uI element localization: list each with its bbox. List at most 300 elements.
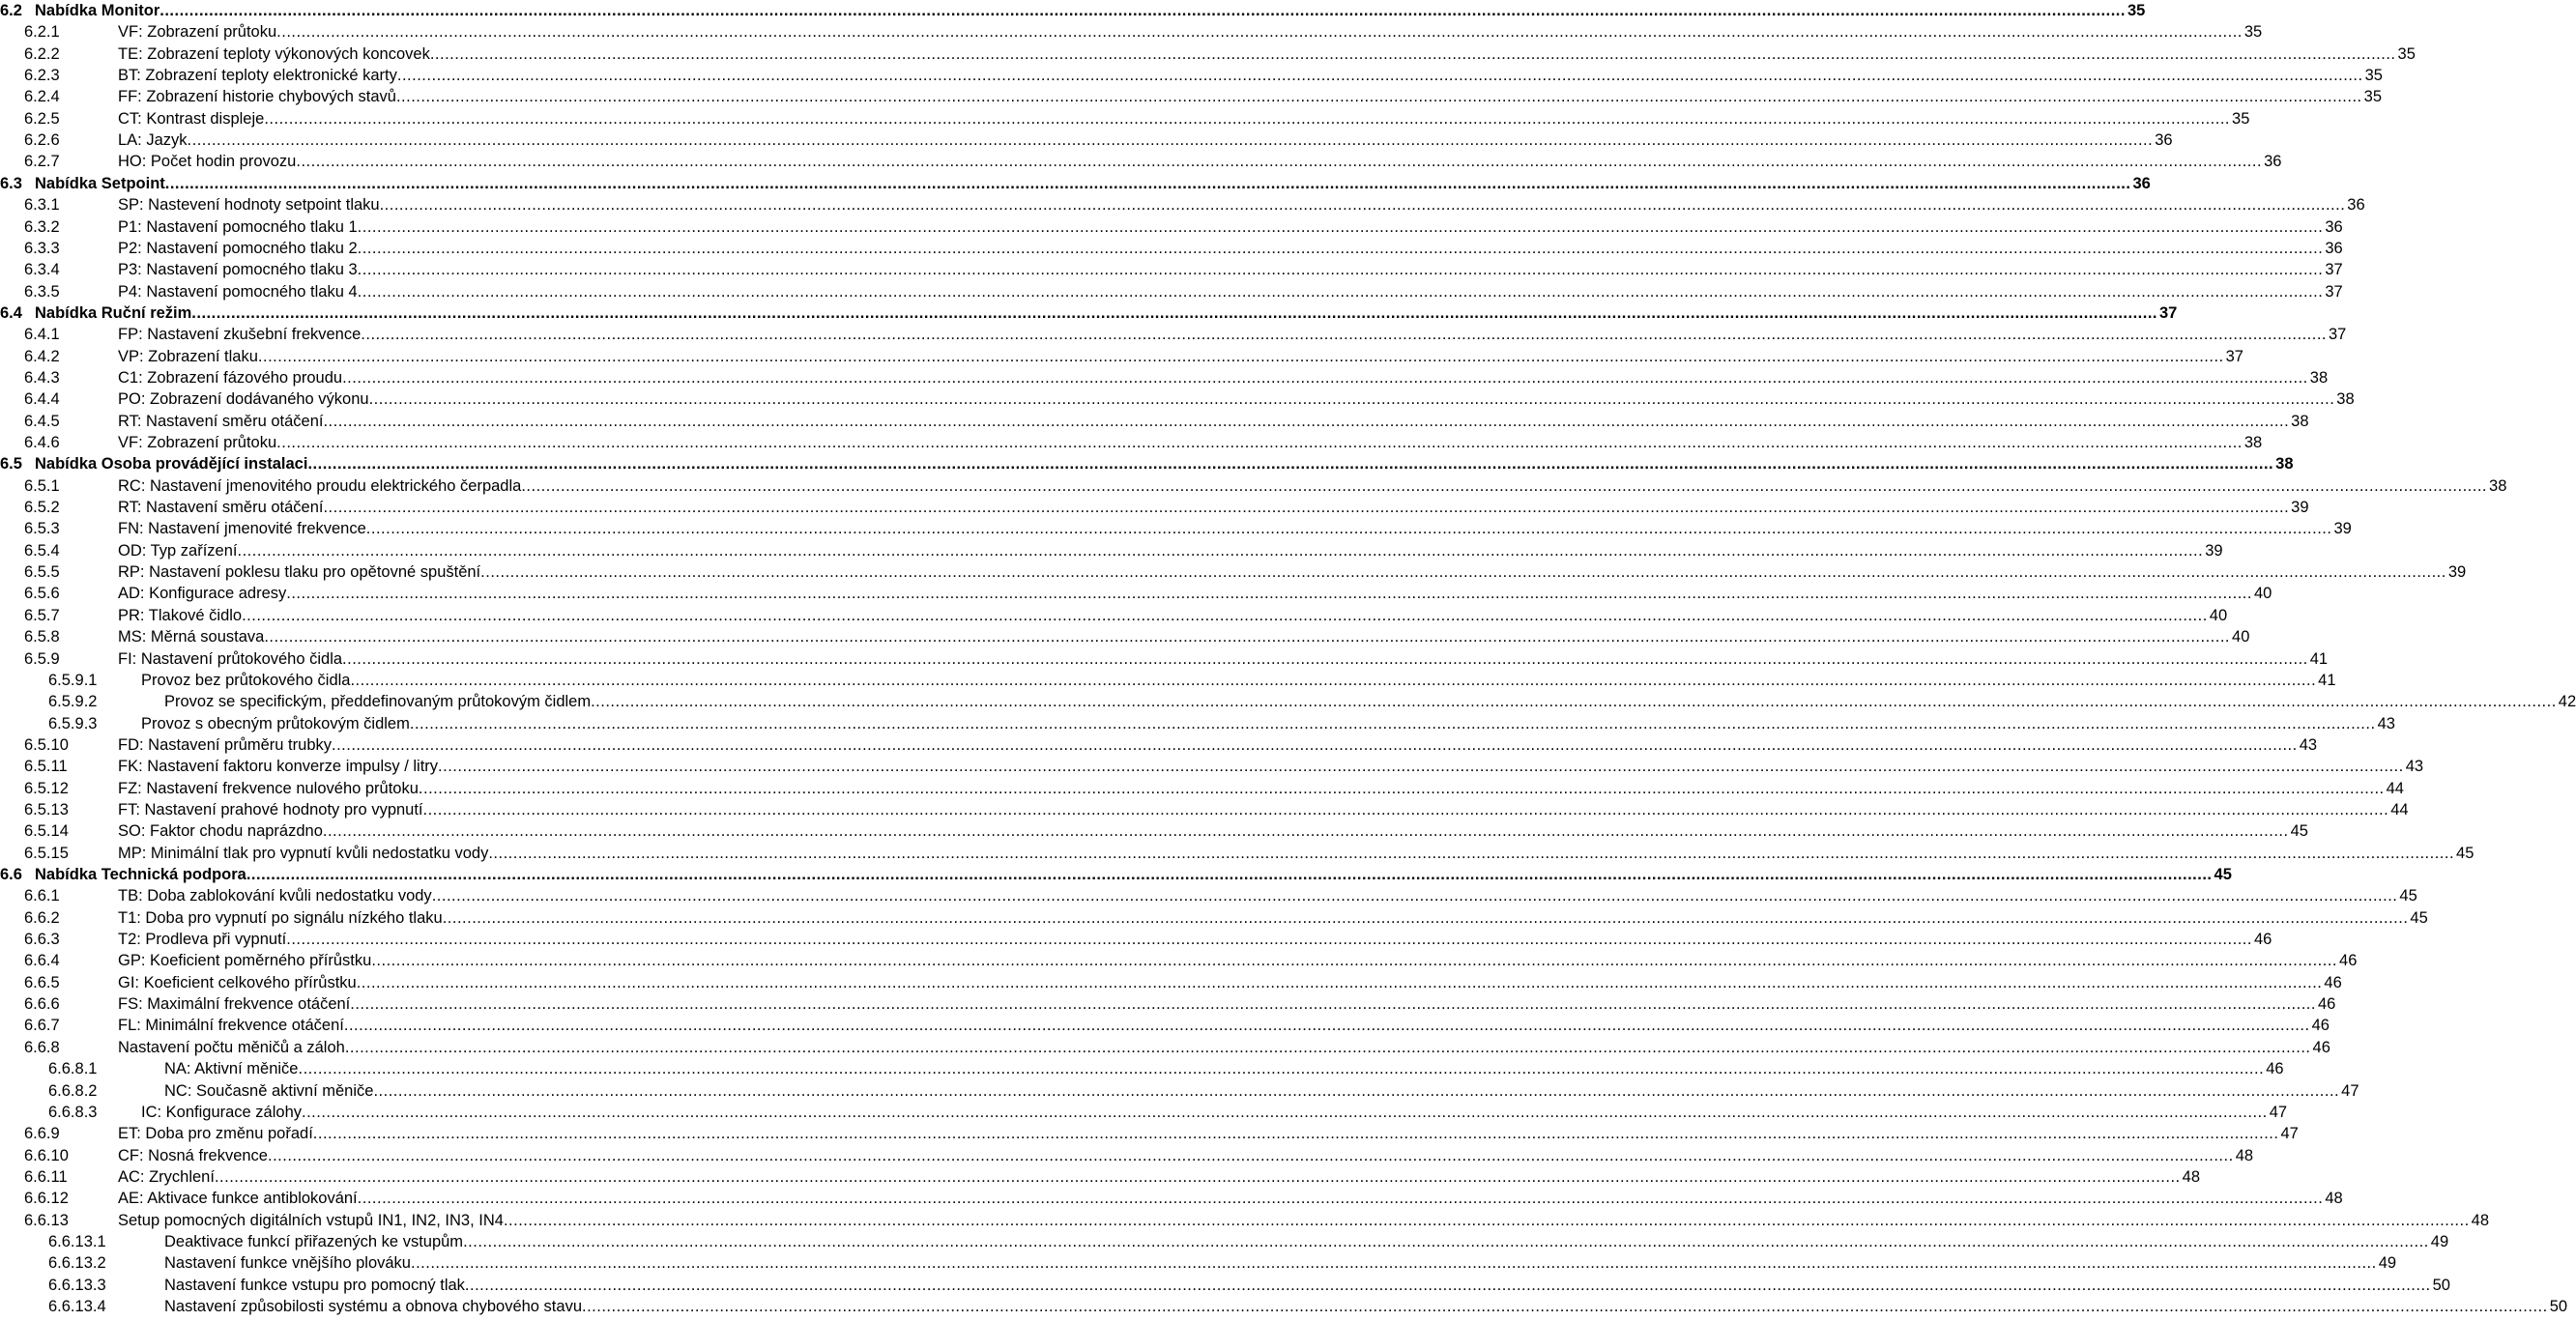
toc-entry-title: PR: Tlakové čidlo [118,606,243,624]
toc-entry-title: FT: Nastavení prahové hodnoty pro vypnutí [118,800,423,818]
toc-entry[interactable] [0,907,2428,929]
toc-entry-number: 6.4.2 [24,347,60,365]
toc-entry[interactable] [0,324,2347,345]
toc-entry-number: 6.4.4 [24,390,60,409]
toc-entry-title-line [118,281,2343,302]
toc-entry[interactable] [0,1275,2450,1296]
toc-entry[interactable] [0,497,2309,518]
toc-dot-leader: ................................................................................................................................................................................................................................................................................................................................................................................................................ [396,67,2363,85]
toc-entry-page: 46 [2311,1017,2330,1035]
toc-entry[interactable] [0,1210,2490,1231]
toc-entry[interactable] [0,929,2272,950]
toc-entry-title-line [118,194,2365,215]
toc-dot-leader: ................................................................................................................................................................................................................................................................................................................................................................................................................ [361,326,2327,344]
toc-entry[interactable] [0,885,2417,906]
toc-entry[interactable] [0,1231,2449,1252]
toc-entry[interactable] [0,540,2223,561]
toc-dot-leader: ................................................................................................................................................................................................................................................................................................................................................................................................................ [264,628,2231,646]
toc-entry-title-line [118,540,2223,561]
toc-entry-title-line [118,799,2409,820]
toc-entry-title-line [118,626,2250,647]
toc-entry-title-line [118,907,2428,929]
toc-entry-title-line [141,670,2336,691]
toc-entry-title: FN: Nastavení jmenovité frekvence [118,520,366,538]
toc-entry-page: 37 [2225,347,2243,365]
toc-entry-title-line [118,475,2507,497]
toc-dot-leader: ................................................................................................................................................................................................................................................................................................................................................................................................................ [237,541,2204,560]
toc-dot-leader: ................................................................................................................................................................................................................................................................................................................................................................................................................ [276,434,2243,451]
toc-dot-leader: ................................................................................................................................................................................................................................................................................................................................................................................................................ [438,758,2404,776]
toc-entry-title: SP: Nastevení hodnoty setpoint tlaku [118,196,380,215]
toc-dot-leader: ................................................................................................................................................................................................................................................................................................................................................................................................................ [357,239,2324,257]
toc-dot-leader: ................................................................................................................................................................................................................................................................................................................................................................................................................ [591,693,2557,711]
toc-entry-title-line [118,388,2355,410]
toc-dot-leader: ................................................................................................................................................................................................................................................................................................................................................................................................................ [332,735,2298,754]
toc-entry-number: 6.5.10 [24,735,69,754]
toc-entry-title: RC: Nastavení jmenovitého proudu elektrického čerpadla [118,476,522,495]
toc-entry-title: P4: Nastavení pomocného tlaku 4 [118,282,358,301]
toc-dot-leader: ................................................................................................................................................................................................................................................................................................................................................................................................................ [296,153,2263,171]
toc-entry-title: OD: Typ zařízení [118,541,238,560]
toc-entry-page: 39 [2291,499,2309,517]
toc-dot-leader: ................................................................................................................................................................................................................................................................................................................................................................................................................ [442,908,2409,927]
toc-entry-page: 38 [2243,434,2263,451]
toc-entry-number: 6.3.2 [24,217,60,236]
toc-entry-page: 36 [2347,196,2365,215]
toc-entry-title: Provoz bez průtokového čidla [141,671,351,689]
toc-entry-title: HO: Počet hodin provozu [118,153,297,171]
toc-dot-leader: ................................................................................................................................................................................................................................................................................................................................................................................................................ [307,455,2274,474]
toc-entry-number: 6.6.13.2 [48,1254,106,1273]
toc-entry-title: Provoz s obecným průtokovým čidlem [141,714,410,732]
toc-entry-title: CT: Kontrast displeje [118,109,265,128]
toc-entry-title: PO: Zobrazení dodávaného výkonu [118,390,369,409]
toc-dot-leader: ................................................................................................................................................................................................................................................................................................................................................................................................................ [480,563,2446,582]
toc-entry-page: 48 [2235,1146,2254,1164]
toc-entry[interactable] [0,194,2365,215]
toc-entry-title-line [164,1252,2397,1274]
toc-entry[interactable] [0,561,2467,583]
toc-entry-number: 6.3.4 [24,261,60,279]
toc-entry-page: 50 [2432,1276,2450,1294]
toc-entry-title-line [118,129,2173,151]
toc-entry-number: 6.3.1 [24,196,60,215]
toc-entry[interactable] [0,173,2151,194]
toc-dot-leader: ................................................................................................................................................................................................................................................................................................................................................................................................................ [159,2,2126,19]
toc-entry-title: FL: Minimální frekvence otáčení [118,1017,344,1035]
toc-entry-title-line [118,518,2352,539]
toc-dot-leader: ................................................................................................................................................................................................................................................................................................................................................................................................................ [264,109,2231,128]
toc-dot-leader: ................................................................................................................................................................................................................................................................................................................................................................................................................ [463,1232,2429,1250]
toc-entry-title: MS: Měrná soustava [118,628,265,646]
toc-dot-leader: ................................................................................................................................................................................................................................................................................................................................................................................................................ [323,499,2290,517]
toc-entry[interactable] [0,864,2232,885]
toc-entry-page: 48 [2182,1167,2201,1186]
toc-entry[interactable] [0,302,2178,324]
toc-entry-title: Nabídka Ruční režim [35,303,192,322]
toc-entry-title: Provoz se specifickým, předdefinovaným průtokovým čidlem [164,693,592,711]
toc-entry-number: 6.6.8.3 [48,1103,98,1121]
toc-entry-title-line [118,885,2417,906]
toc-dot-leader: ................................................................................................................................................................................................................................................................................................................................................................................................................ [322,822,2289,841]
toc-dot-leader: ................................................................................................................................................................................................................................................................................................................................................................................................................ [356,973,2323,991]
toc-entry-page: 36 [2132,174,2151,192]
toc-entry[interactable] [0,238,2343,259]
toc-entry-page: 39 [2205,541,2223,560]
toc-entry-number: 6.6.1 [24,887,60,905]
toc-entry-page: 38 [2336,390,2355,409]
toc-entry-number: 6.5.11 [24,758,68,776]
toc-entry[interactable] [0,799,2409,820]
toc-entry-title: NA: Aktivní měniče [164,1060,299,1078]
toc-entry[interactable] [0,108,2250,129]
toc-entry[interactable] [0,367,2329,388]
toc-entry[interactable] [0,1166,2201,1188]
toc-entry-number: 6.6.7 [24,1017,60,1035]
toc-dot-leader: ................................................................................................................................................................................................................................................................................................................................................................................................................ [286,931,2252,949]
toc-entry-number: 6.6.13.4 [48,1298,106,1315]
toc-entry[interactable] [0,626,2250,647]
toc-entry-title-line [118,1037,2330,1058]
toc-entry[interactable] [0,605,2228,626]
toc-dot-leader: ................................................................................................................................................................................................................................................................................................................................................................................................................ [214,1167,2181,1186]
toc-entry-title-line [118,43,2416,65]
toc-entry-page: 40 [2232,628,2250,646]
toc-entry-title-line [118,950,2358,971]
toc-entry-number: 6.6.8.2 [48,1081,98,1100]
toc-entry[interactable] [0,281,2343,302]
toc-entry-title-line [35,453,2294,474]
toc-dot-leader: ................................................................................................................................................................................................................................................................................................................................................................................................................ [298,1060,2265,1078]
toc-entry-number: 6.6.9 [24,1125,60,1143]
toc-entry[interactable] [0,950,2358,971]
toc-entry-page: 48 [2471,1211,2490,1229]
toc-entry[interactable] [0,432,2263,453]
toc-dot-leader: ................................................................................................................................................................................................................................................................................................................................................................................................................ [164,174,2131,192]
toc-entry-number: 6.4.1 [24,326,60,344]
toc-dot-leader: ................................................................................................................................................................................................................................................................................................................................................................................................................ [187,131,2154,150]
toc-entry-title: BT: Zobrazení teploty elektronické karty [118,67,397,85]
toc-entry-title: RP: Nastavení poklesu tlaku pro opětovné spuštění [118,563,481,582]
toc-entry-page: 44 [2390,800,2409,818]
toc-entry-number: 6.5 [0,455,22,474]
toc-entry[interactable] [0,65,2383,86]
toc-dot-leader: ................................................................................................................................................................................................................................................................................................................................................................................................................ [342,649,2308,668]
toc-entry-page: 38 [2291,412,2309,430]
toc-entry[interactable] [0,648,2329,670]
toc-entry-page: 49 [2430,1232,2449,1250]
toc-entry-number: 6.6.13.3 [48,1276,106,1294]
toc-entry-title: TB: Doba zablokování kvůli nedostatku vody [118,887,432,905]
toc-entry-title-line [118,411,2309,432]
toc-entry-page: 38 [2309,368,2329,387]
toc-entry-number: 6.2.2 [24,44,60,63]
toc-entry-number: 6.5.1 [24,476,60,495]
toc-entry-title-line [118,820,2308,842]
toc-entry-page: 42 [2558,693,2576,711]
toc-entry-number: 6.5.4 [24,541,60,560]
toc-entry-page: 40 [2253,585,2272,603]
toc-entry[interactable] [0,993,2336,1015]
toc-entry-title-line [164,1080,2359,1102]
toc-entry-number: 6.3.3 [24,239,60,257]
toc-entry-page: 40 [2209,606,2228,624]
toc-entry-title: FZ: Nastavení frekvence nulového průtoku [118,779,419,797]
toc-entry-title-line [164,691,2576,712]
toc-entry-title-line [118,972,2342,993]
toc-entry[interactable] [0,86,2383,107]
toc-dot-leader: ................................................................................................................................................................................................................................................................................................................................................................................................................ [191,303,2157,322]
toc-entry[interactable] [0,1123,2299,1144]
toc-dot-leader: ................................................................................................................................................................................................................................................................................................................................................................................................................ [365,520,2332,538]
toc-dot-leader: ................................................................................................................................................................................................................................................................................................................................................................................................................ [323,412,2290,430]
toc-entry[interactable] [0,1102,2288,1123]
toc-entry[interactable] [0,411,2309,432]
toc-entry[interactable] [0,972,2342,993]
toc-dot-leader: ................................................................................................................................................................................................................................................................................................................................................................................................................ [342,368,2308,387]
toc-dot-leader: ................................................................................................................................................................................................................................................................................................................................................................................................................ [368,390,2335,409]
toc-dot-leader: ................................................................................................................................................................................................................................................................................................................................................................................................................ [521,476,2488,495]
toc-entry-number: 6.5.9.3 [48,714,98,732]
toc-dot-leader: ................................................................................................................................................................................................................................................................................................................................................................................................................ [276,23,2243,42]
toc-entry[interactable] [0,843,2475,864]
toc-entry-number: 6.6.11 [24,1167,68,1186]
toc-entry-title: IC: Konfigurace zálohy [141,1103,303,1121]
toc-entry-title: Nabídka Technická podpora [35,866,246,883]
toc-entry-title-line [118,929,2272,950]
toc-entry-title-line [118,324,2347,345]
toc-entry[interactable] [0,129,2173,151]
toc-entry[interactable] [0,1252,2397,1274]
toc-entry[interactable] [0,778,2404,799]
toc-entry-title: Nabídka Setpoint [35,174,165,192]
toc-entry-page: 41 [2309,649,2329,668]
toc-dot-leader: ................................................................................................................................................................................................................................................................................................................................................................................................................ [411,1254,2377,1273]
toc-entry[interactable] [0,518,2352,539]
toc-entry[interactable] [0,1296,2568,1317]
toc-entry[interactable] [0,691,2576,712]
toc-entry-title: RT: Nastavení směru otáčení [118,499,324,517]
toc-dot-leader: ................................................................................................................................................................................................................................................................................................................................................................................................................ [582,1298,2548,1315]
toc-entry-number: 6.5.14 [24,822,69,841]
toc-entry-number: 6.4 [0,303,22,322]
toc-entry-title-line [118,1188,2343,1209]
toc-entry-title-line [118,583,2272,604]
toc-dot-leader: ................................................................................................................................................................................................................................................................................................................................................................................................................ [371,952,2338,970]
toc-entry-title-line [118,734,2318,756]
toc-entry-page: 45 [2290,822,2308,841]
toc-entry-title: Nastavení funkce vnějšího plováku [164,1254,411,1273]
toc-entry-title: Setup pomocných digitálních vstupů IN1, IN2, IN3, IN4 [118,1211,504,1229]
toc-entry[interactable] [0,713,2395,734]
toc-entry-number: 6.5.12 [24,779,69,797]
toc-dot-leader: ................................................................................................................................................................................................................................................................................................................................................................................................................ [409,714,2376,732]
toc-dot-leader: ................................................................................................................................................................................................................................................................................................................................................................................................................ [350,995,2316,1014]
toc-entry-title: RT: Nastavení směru otáčení [118,412,324,430]
toc-entry-title: FF: Zobrazení historie chybových stavů [118,88,396,106]
toc-entry-page: 35 [2243,23,2263,42]
toc-entry-title-line [118,21,2263,43]
toc-entry-number: 6.6.3 [24,931,60,949]
toc-entry[interactable] [0,346,2243,367]
toc-entry[interactable] [0,583,2272,604]
toc-entry-title: LA: Jazyk [118,131,188,150]
toc-entry-number: 6.6.8.1 [48,1060,98,1078]
toc-entry-number: 6.6.4 [24,952,60,970]
toc-dot-leader: ................................................................................................................................................................................................................................................................................................................................................................................................................ [357,217,2324,236]
toc-entry-title: FP: Nastavení zkušební frekvence [118,326,362,344]
toc-entry[interactable] [0,1188,2343,1209]
toc-entry-page: 36 [2325,217,2343,236]
toc-entry-title-line [118,993,2336,1015]
toc-entry[interactable] [0,259,2343,280]
toc-entry-number: 6.6.13.1 [48,1232,106,1250]
toc-entry-page: 46 [2266,1060,2284,1078]
toc-entry[interactable] [0,1037,2330,1058]
toc-entry-title: AE: Aktivace funkce antiblokování [118,1190,358,1208]
toc-entry-title-line [118,1166,2201,1188]
toc-dot-leader: ................................................................................................................................................................................................................................................................................................................................................................................................................ [418,779,2385,797]
toc-dot-leader: ................................................................................................................................................................................................................................................................................................................................................................................................................ [267,1146,2234,1164]
toc-entry[interactable] [0,216,2343,238]
toc-dot-leader: ................................................................................................................................................................................................................................................................................................................................................................................................................ [395,88,2362,106]
toc-entry-number: 6.2.3 [24,67,60,85]
toc-entry-number: 6.2.4 [24,88,60,106]
toc-entry-title-line [118,1123,2299,1144]
toc-entry-page: 43 [2377,714,2395,732]
toc-entry-title-line [118,648,2329,670]
toc-dot-leader: ................................................................................................................................................................................................................................................................................................................................................................................................................ [429,44,2396,63]
toc-entry-title-line [118,605,2228,626]
toc-entry-title-line [118,216,2343,238]
toc-entry-number: 6.5.8 [24,628,60,646]
toc-entry-number: 6.6.13 [24,1211,69,1229]
toc-dot-leader: ................................................................................................................................................................................................................................................................................................................................................................................................................ [286,585,2252,603]
toc-entry-title-line [164,1058,2284,1079]
toc-entry-title: P3: Nastavení pomocného tlaku 3 [118,261,358,279]
toc-dot-leader: ................................................................................................................................................................................................................................................................................................................................................................................................................ [503,1211,2470,1229]
toc-entry-title-line [118,1145,2254,1166]
toc-entry-title: SO: Faktor chodu naprázdno [118,822,323,841]
toc-dot-leader: ................................................................................................................................................................................................................................................................................................................................................................................................................ [464,1276,2431,1294]
toc-entry-number: 6.4.6 [24,434,60,451]
toc-entry-title: ET: Doba pro změnu pořadí [118,1125,313,1143]
toc-entry-title: VF: Zobrazení průtoku [118,23,277,42]
toc-entry-page: 48 [2325,1190,2343,1208]
toc-entry-page: 47 [2280,1125,2299,1143]
toc-entry-title: CF: Nosná frekvence [118,1146,268,1164]
toc-entry-page: 36 [2264,153,2282,171]
toc-entry-title: FI: Nastavení průtokového čidla [118,649,343,668]
toc-entry-page: 35 [2127,2,2146,19]
toc-entry-number: 6.2 [0,2,22,19]
toc-entry[interactable] [0,151,2282,172]
toc-entry-page: 45 [2410,908,2428,927]
toc-dot-leader: ................................................................................................................................................................................................................................................................................................................................................................................................................ [343,1017,2310,1035]
toc-entry[interactable] [0,475,2507,497]
toc-entry-number: 6.6 [0,866,22,883]
toc-entry[interactable] [0,1015,2330,1036]
toc-entry-page: 36 [2155,131,2173,150]
toc-entry-title: T2: Prodleva při vypnutí [118,931,287,949]
toc-entry-title-line [35,864,2232,885]
toc-entry-title-line [118,561,2467,583]
toc-entry[interactable] [0,453,2294,474]
toc-entry[interactable] [0,670,2336,691]
toc-entry-title: VF: Zobrazení průtoku [118,434,277,451]
toc-entry-page: 37 [2329,326,2347,344]
toc-dot-leader: ................................................................................................................................................................................................................................................................................................................................................................................................................ [312,1125,2279,1143]
toc-entry-title: Nabídka Monitor [35,2,160,19]
toc-dot-leader: ................................................................................................................................................................................................................................................................................................................................................................................................................ [357,1190,2324,1208]
toc-entry-number: 6.6.6 [24,995,60,1014]
toc-entry-page: 46 [2317,995,2336,1014]
toc-entry[interactable] [0,756,2424,777]
toc-entry-title-line [35,173,2151,194]
toc-entry-number: 6.2.6 [24,131,60,150]
toc-entry[interactable] [0,734,2318,756]
toc-entry-title: FD: Nastavení průměru trubky [118,735,332,754]
toc-entry[interactable] [0,0,2146,21]
toc-entry-page: 35 [2364,67,2383,85]
toc-dot-leader: ................................................................................................................................................................................................................................................................................................................................................................................................................ [488,844,2455,862]
toc-entry-title-line [118,367,2329,388]
toc-entry-title-line [118,1015,2330,1036]
toc-entry[interactable] [0,1080,2359,1102]
toc-dot-leader: ................................................................................................................................................................................................................................................................................................................................................................................................................ [302,1103,2268,1121]
toc-entry-title-line [118,778,2404,799]
toc-entry-title: Deaktivace funkcí přiřazených ke vstupům [164,1232,464,1250]
toc-entry[interactable] [0,388,2355,410]
toc-entry-number: 6.5.13 [24,800,69,818]
toc-entry-title-line [118,86,2383,107]
toc-entry-title: Nastavení způsobilosti systému a obnova chybového stavu [164,1298,582,1315]
toc-entry-page: 35 [2363,88,2383,106]
toc-entry-page: 35 [2397,44,2416,63]
toc-entry[interactable] [0,1145,2254,1166]
toc-entry[interactable] [0,43,2416,65]
toc-entry-page: 37 [2159,303,2178,322]
toc-entry-page: 46 [2339,952,2358,970]
toc-entry-title-line [164,1231,2449,1252]
toc-entry-title: P2: Nastavení pomocného tlaku 2 [118,239,358,257]
toc-entry-page: 47 [2269,1103,2288,1121]
toc-entry-number: 6.4.5 [24,412,60,430]
toc-entry-title: AD: Konfigurace adresy [118,585,287,603]
toc-entry-number: 6.5.9.2 [48,693,98,711]
toc-entry[interactable] [0,1058,2284,1079]
toc-entry[interactable] [0,820,2308,842]
toc-entry-title: GP: Koeficient poměrného přírůstku [118,952,372,970]
toc-entry-page: 36 [2325,239,2343,257]
toc-entry-page: 45 [2456,844,2475,862]
toc-entry-page: 45 [2214,866,2232,883]
toc-entry-page: 46 [2312,1038,2330,1056]
toc-entry-page: 50 [2549,1298,2568,1315]
toc-entry-page: 39 [2447,563,2467,582]
toc-entry-title: MP: Minimální tlak pro vypnutí kvůli nedostatku vody [118,844,489,862]
toc-entry-number: 6.3 [0,174,22,192]
toc-entry-title-line [118,238,2343,259]
toc-entry-number: 6.2.5 [24,109,60,128]
toc-entry[interactable] [0,21,2263,43]
toc-entry-title-line [118,432,2263,453]
toc-entry-number: 6.2.7 [24,153,60,171]
toc-entry-page: 44 [2386,779,2404,797]
toc-entry-number: 6.5.2 [24,499,60,517]
toc-entry-title-line [35,302,2178,324]
toc-entry-title: FK: Nastavení faktoru konverze impulsy / litry [118,758,439,776]
